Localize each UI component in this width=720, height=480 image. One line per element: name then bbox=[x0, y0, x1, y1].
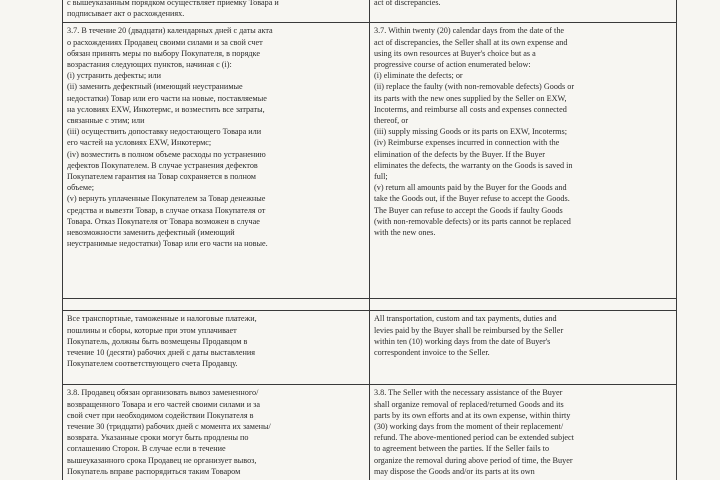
text-line: с вышеуказанным порядком осуществляет приемку Товара и bbox=[67, 0, 279, 7]
en-cell-top bbox=[370, 0, 677, 23]
text-line: thereof, or bbox=[374, 116, 409, 126]
text-line: (i) eliminate the defects; or bbox=[374, 71, 463, 81]
text-line: течение 10 (десяти) рабочих дней с даты выставления bbox=[67, 348, 256, 358]
ru-cell-clause-3-7 bbox=[63, 23, 370, 299]
text-line: Покупателем соответствующего счета Продавцу. bbox=[67, 359, 238, 369]
text-line: take the Goods out, if the Buyer refuse to accept the Goods. bbox=[374, 194, 570, 204]
text-line: (ii) заменить дефектный (имеющий неустранимые bbox=[67, 82, 243, 92]
text-line: Покупатель вправе распорядиться таким Товаром bbox=[67, 466, 241, 476]
text-line: (iii) supply missing Goods or its parts on EXW, Incoterms; bbox=[374, 127, 568, 137]
text-line: дефектов Покупателем. В случае устранения дефектов bbox=[67, 160, 258, 170]
text-line: Товара. Отказ Покупателя от Товара возможен в случае bbox=[67, 216, 260, 226]
text-line: пошлины и сборы, которые при этом уплачивает bbox=[67, 325, 237, 335]
text-line: may dispose the Goods and/or its parts at its own bbox=[374, 466, 535, 476]
text-line: parts by its own efforts and at its own expense, within thirty bbox=[374, 410, 571, 420]
text-line: 3.7. Within twenty (20) calendar days from the date of the bbox=[374, 26, 565, 36]
text-line: eliminates the defects, the warranty on the Goods is saved in bbox=[374, 160, 573, 170]
text-line: elimination of the defects by the Buyer. If the Buyer bbox=[374, 149, 545, 159]
text-line: act of discrepancies, the Seller shall at its own expense and bbox=[374, 37, 568, 47]
text-line: (v) вернуть уплаченные Покупателем за Товар денежные bbox=[67, 194, 266, 204]
text-line: 3.8. The Seller with the necessary assistance of the Buyer bbox=[374, 388, 563, 398]
text-line: correspondent invoice to the Seller. bbox=[374, 348, 490, 358]
text-line: 3.7. В течение 20 (двадцати) календарных дней с даты акта bbox=[67, 26, 273, 36]
text-line: to agreement between the parties. If the Seller fails to bbox=[374, 444, 550, 454]
text-line: его частей на условиях EXW, Инкотермс; bbox=[67, 138, 212, 148]
table-row-tax-clause bbox=[63, 311, 677, 385]
text-line: (i) устранить дефекты; или bbox=[67, 71, 161, 81]
text-line: Покупатель, должны быть возмещены Продавцом в bbox=[67, 336, 248, 346]
text-line: (with non-removable defects) or its parts cannot be replaced bbox=[374, 216, 571, 226]
text-line: неустранимые недостатки) Товар или его части на новые. bbox=[67, 239, 268, 249]
en-cell-clause-3-8 bbox=[370, 385, 677, 480]
text-line: refund. The above-mentioned period can be extended subject bbox=[374, 433, 574, 443]
text-line: возрастания следующих пунктов, начиная с (i): bbox=[67, 60, 232, 70]
text-line: течение 30 (тридцати) рабочих дней с момента их замены/ bbox=[67, 422, 271, 432]
text-line: All transportation, custom and tax payments, duties and bbox=[374, 314, 557, 324]
text-line: средства и вывезти Товар, в случае отказа Покупателя от bbox=[67, 205, 266, 215]
text-line: progressive course of action enumerated below: bbox=[374, 60, 531, 70]
text-line: Покупателем гарантия на Товар сохраняется в полном bbox=[67, 172, 256, 182]
ru-cell-tax-clause bbox=[63, 311, 370, 385]
text-line: возвращенного Товара и его частей своими силами и за bbox=[67, 399, 261, 409]
text-line: вышеуказанного срока Продавец не организует вывоз, bbox=[67, 455, 257, 465]
ru-cell-clause-3-8 bbox=[63, 385, 370, 480]
text-line: levies paid by the Buyer shall be reimbursed by the Seller bbox=[374, 325, 564, 335]
bilingual-contract-table bbox=[62, 0, 677, 480]
text-line: (iii) осуществить допоставку недостающего Товара или bbox=[67, 127, 262, 137]
text-line: связанные с этим; или bbox=[67, 116, 145, 126]
text-line: (v) return all amounts paid by the Buyer for the Goods and bbox=[374, 183, 567, 193]
text-line: (ii) replace the faulty (with non-removable defects) Goods or bbox=[374, 82, 575, 92]
text-line: organize the removal during above period of time, the Buyer bbox=[374, 455, 573, 465]
text-line: свой счет при необходимом содействии Покупателя в bbox=[67, 410, 254, 420]
table-row-clause-3-7 bbox=[63, 23, 677, 299]
text-line: (30) working days from the moment of their replacement/ bbox=[374, 422, 564, 432]
text-line: (iv) возместить в полном объеме расходы по устранению bbox=[67, 149, 266, 159]
text-line: соглашению Сторон. В случае если в течение bbox=[67, 444, 226, 454]
text-line: act of discrepancies. bbox=[374, 0, 441, 7]
text-line: 3.8. Продавец обязан организовать вывоз замененного/ bbox=[67, 388, 259, 398]
spacer-cell-left bbox=[63, 299, 370, 311]
text-line: невозможности заменить дефектный (имеющий bbox=[67, 228, 235, 238]
text-line: (iv) Reimburse expenses incurred in connection with the bbox=[374, 138, 560, 148]
table-row-spacer bbox=[63, 299, 677, 311]
text-line: The Buyer can refuse to accept the Goods if faulty Goods bbox=[374, 205, 563, 215]
text-line: недостатки) Товар или его части на новые, поставляемые bbox=[67, 93, 267, 103]
text-line: using its own resources at Buyer's choice but as a bbox=[374, 48, 536, 58]
ru-cell-top bbox=[63, 0, 370, 23]
text-line: о расхождениях Продавец своими силами и за свой счет bbox=[67, 37, 263, 47]
text-line: Incoterms, and reimburse all costs and expenses connected bbox=[374, 104, 567, 114]
en-cell-clause-3-7 bbox=[370, 23, 677, 299]
en-cell-tax-clause bbox=[370, 311, 677, 385]
text-line: its parts with the new ones supplied by the Seller on EXW, bbox=[374, 93, 567, 103]
text-line: на условиях EXW, Инкотермс, и возместить все затраты, bbox=[67, 104, 265, 114]
text-line: обязан принять меры по выбору Покупателя, в порядке bbox=[67, 48, 260, 58]
text-line: full; bbox=[374, 172, 388, 182]
table-row-top bbox=[63, 0, 677, 23]
text-line: shall organize removal of replaced/returned Goods and its bbox=[374, 399, 564, 409]
table-row-clause-3-8 bbox=[63, 385, 677, 480]
text-line: with the new ones. bbox=[374, 228, 436, 238]
spacer-cell-right bbox=[370, 299, 677, 311]
text-line: объеме; bbox=[67, 183, 95, 193]
text-line: подписывает акт о расхождениях. bbox=[67, 9, 185, 19]
text-line: возврата. Указанные сроки могут быть продлены по bbox=[67, 433, 249, 443]
text-line: Все транспортные, таможенные и налоговые платежи, bbox=[67, 314, 257, 324]
text-line: within ten (10) working days from the date of Buyer's bbox=[374, 336, 551, 346]
